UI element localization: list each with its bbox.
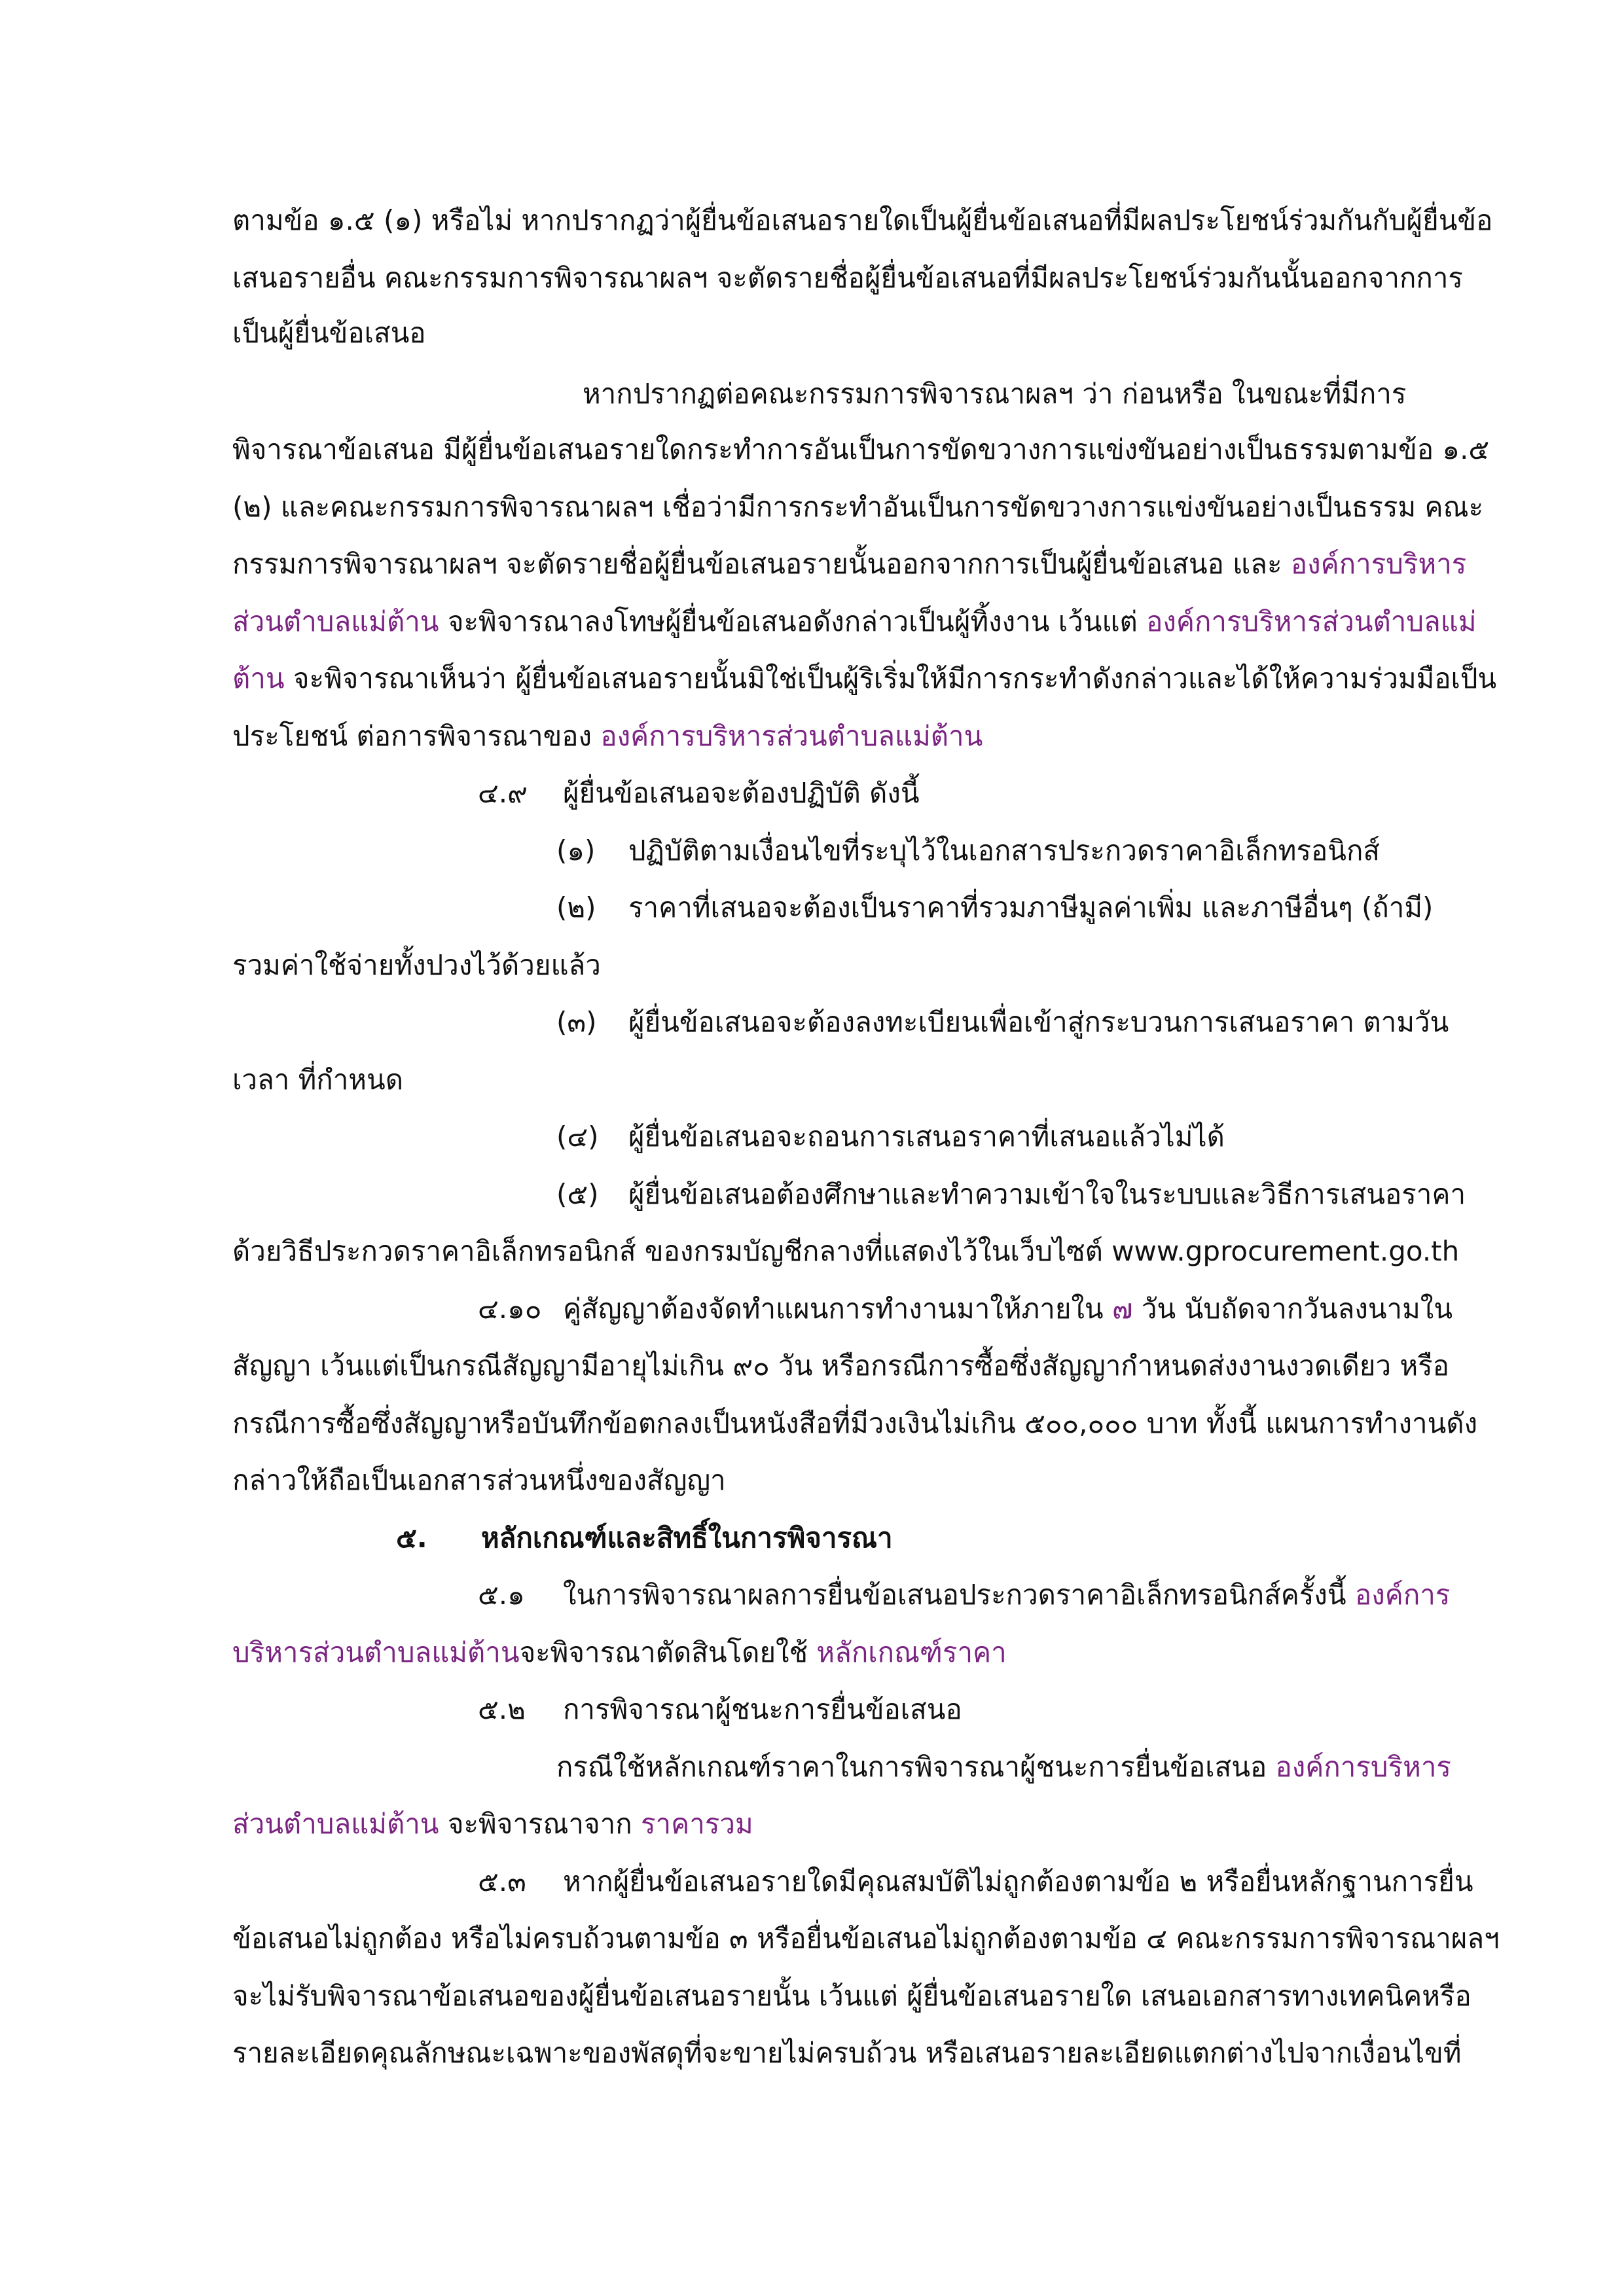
line-text: จะพิจารณาตัดสินโดยใช้ [519,1636,817,1668]
clause-number: ๔.๙ [478,777,528,809]
clause-4-9 [478,772,920,814]
paragraph-line [232,1460,726,1501]
paragraph-line [232,1803,753,1845]
sub-item [556,1116,1225,1158]
item-number: (๓) [556,1006,597,1038]
paragraph-line [232,543,1466,585]
clause-text: ในการพิจารณาผลการยื่นข้อเสนอประกวดราคาอิเล็กทรอนิกส์ครั้งนี้ [563,1579,1355,1611]
paragraph-line [232,257,1463,299]
line-text: (๒) และคณะกรรมการพิจารณาผลฯ เชื่อว่ามีการกระทำอันเป็นการขัดขวางการแข่งขันอย่างเป็นธรรม คณะ [232,491,1484,523]
clause-text: หากผู้ยื่นข้อเสนอรายใดมีคุณสมบัติไม่ถูกต้องตามข้อ ๒ หรือยื่นหลักฐานการยื่น [563,1865,1473,1897]
sub-item [556,887,1433,929]
clause-5-2 [478,1689,962,1731]
org-name-highlight: องค์การบริหารส่วนตำบลแม่ต้าน [600,720,983,752]
line-text: กรณีการซื้อซึ่งสัญญาหรือบันทึกข้อตกลงเป็นหนังสือที่มีวงเงินไม่เกิน ๕๐๐,๐๐๐ บาท ทั้งนี้ แผนการทำงานดัง [232,1407,1478,1439]
item-number: (๕) [556,1178,599,1210]
org-name-highlight: องค์การ [1354,1579,1451,1611]
org-name-highlight: ส่วนตำบลแม่ต้าน [232,1808,439,1840]
paragraph-line [232,715,983,757]
item-text: ผู้ยื่นข้อเสนอจะถอนการเสนอราคาที่เสนอแล้วไม่ได้ [628,1121,1225,1153]
clause-text: การพิจารณาผู้ชนะการยื่นข้อเสนอ [563,1693,962,1725]
org-name-highlight: องค์การบริหาร [1290,548,1467,580]
sub-item [556,1174,1466,1215]
line-text: จะไม่รับพิจารณาข้อเสนอของผู้ยื่นข้อเสนอรายนั้น เว้นแต่ ผู้ยื่นข้อเสนอรายใด เสนอเอกสารทางเทคนิคหรือ [232,1980,1471,2012]
line-text: เป็นผู้ยื่นข้อเสนอ [232,317,426,349]
line-text: กรณีใช้หลักเกณฑ์ราคาในการพิจารณาผู้ชนะการยื่นข้อเสนอ [556,1751,1276,1783]
org-name-highlight: องค์การบริหารส่วนตำบลแม่ [1146,605,1477,637]
line-text: กล่าวให้ถือเป็นเอกสารส่วนหนึ่งของสัญญา [232,1464,726,1496]
paragraph-line [232,944,601,986]
item-number: (๒) [556,891,596,924]
paragraph-line [232,1230,1459,1272]
line-text: กรรมการพิจารณาผลฯ จะตัดรายชื่อผู้ยื่นข้อเสนอรายนั้นออกจากการเป็นผู้ยื่นข้อเสนอ และ [232,548,1291,580]
org-name-highlight: บริหารส่วนตำบลแม่ต้าน [232,1636,520,1668]
line-text: รวมค่าใช้จ่ายทั้งปวงไว้ด้วยแล้ว [232,949,601,981]
paragraph-line [232,1403,1477,1444]
item-text: ราคาที่เสนอจะต้องเป็นราคาที่รวมภาษีมูลค่าเพิ่ม และภาษีอื่นๆ (ถ้ามี) [628,891,1434,924]
clause-text: ผู้ยื่นข้อเสนอจะต้องปฏิบัติ ดังนี้ [563,777,920,809]
line-text: จะพิจารณาลงโทษผู้ยื่นข้อเสนอดังกล่าวเป็นผู้ทิ้งงาน เว้นแต่ [439,605,1147,637]
paragraph-line [232,1918,1500,1960]
paragraph-line [232,1345,1449,1387]
line-text: ประโยชน์ ต่อการพิจารณาของ [232,720,601,752]
clause-4-10 [478,1288,1453,1330]
item-text: ผู้ยื่นข้อเสนอต้องศึกษาและทำความเข้าใจในระบบและวิธีการเสนอราคา [628,1178,1466,1210]
paragraph-line [232,1059,403,1101]
paragraph-line [232,658,1496,700]
paragraph-line [232,2032,1462,2074]
sub-item [556,830,1380,872]
item-text: ปฏิบัติตามเงื่อนไขที่ระบุไว้ในเอกสารประกวดราคาอิเล็กทรอนิกส์ [628,834,1380,867]
total-price-highlight: ราคารวม [641,1808,753,1840]
line-text: เวลา ที่กำหนด [232,1064,403,1096]
item-text: ผู้ยื่นข้อเสนอจะต้องลงทะเบียนเพื่อเข้าสู่กระบวนการเสนอราคา ตามวัน [628,1006,1449,1038]
paragraph-line [232,200,1492,242]
clause-number: ๔.๑๐ [478,1293,542,1325]
clause-text: วัน นับถัดจากวันลงนามใน [1132,1293,1453,1325]
sub-item [556,1001,1449,1043]
section-number: ๕. [396,1522,427,1554]
paragraph-line [232,312,426,354]
org-name-highlight: ต้าน [232,662,285,694]
line-text: พิจารณาข้อเสนอ มีผู้ยื่นข้อเสนอรายใดกระทำการอันเป็นการขัดขวางการแข่งขันอย่างเป็นธรรมตามข้อ ๑.๕ [232,433,1490,465]
org-name-highlight: องค์การบริหาร [1275,1751,1451,1783]
paragraph-line [583,373,1406,415]
clause-5-1 [478,1574,1450,1616]
clause-text: คู่สัญญาต้องจัดทำแผนการทำงานมาให้ภายใน [563,1293,1112,1325]
item-number: (๔) [556,1121,599,1153]
line-text: ข้อเสนอไม่ถูกต้อง หรือไม่ครบถ้วนตามข้อ ๓ หรือยื่นข้อเสนอไม่ถูกต้องตามข้อ ๔ คณะกรรมการพิจารณาผลฯ [232,1922,1500,1954]
line-text: สัญญา เว้นแต่เป็นกรณีสัญญามีอายุไม่เกิน ๙๐ วัน หรือกรณีการซื้อซึ่งสัญญากำหนดส่งงานงวดเดียว หรือ [232,1350,1449,1382]
line-text: ตามข้อ ๑.๕ (๑) หรือไม่ หากปรากฏว่าผู้ยื่นข้อเสนอรายใดเป็นผู้ยื่นข้อเสนอที่มีผลประโยชน์ร่วมกันกับผู้ยื่นข้อ [232,204,1493,236]
clause-number: ๕.๒ [478,1693,526,1725]
clause-number: ๕.๑ [478,1579,525,1611]
paragraph-line [232,486,1483,528]
org-name-highlight: ส่วนตำบลแม่ต้าน [232,605,439,637]
line-text: ด้วยวิธีประกวดราคาอิเล็กทรอนิกส์ ของกรมบัญชีกลางที่แสดงไว้ในเว็บไซต์ www.gprocurement.go.th [232,1235,1460,1267]
line-text: เสนอรายอื่น คณะกรรมการพิจารณาผลฯ จะตัดรายชื่อผู้ยื่นข้อเสนอที่มีผลประโยชน์ร่วมกันนั้นออกจากการ [232,262,1463,294]
line-text: หากปรากฏต่อคณะกรรมการพิจารณาผลฯ ว่า ก่อนหรือ ในขณะที่มีการ [583,378,1407,410]
paragraph-line [232,601,1477,643]
paragraph-line [232,1975,1471,2017]
paragraph-line [232,429,1489,471]
paragraph-line [556,1746,1451,1788]
section-title: หลักเกณฑ์และสิทธิ์ในการพิจารณา [481,1522,893,1554]
item-number: (๑) [556,834,596,867]
line-text: รายละเอียดคุณลักษณะเฉพาะของพัสดุที่จะขายไม่ครบถ้วน หรือเสนอรายละเอียดแตกต่างไปจากเงื่อนไขที่ [232,2037,1462,2069]
line-text: จะพิจารณาเห็นว่า ผู้ยื่นข้อเสนอรายนั้นมิใช่เป็นผู้ริเริ่มให้มีการกระทำดังกล่าวและได้ให้ความร่วมมือเป็น [284,662,1497,694]
clause-number: ๕.๓ [478,1865,526,1897]
criteria-highlight: หลักเกณฑ์ราคา [816,1636,1007,1668]
paragraph-line [232,1632,1007,1674]
days-value-highlight: ๗ [1112,1293,1133,1325]
section-5-heading [396,1517,893,1559]
line-text: จะพิจารณาจาก [439,1808,641,1840]
clause-5-3 [478,1861,1473,1903]
